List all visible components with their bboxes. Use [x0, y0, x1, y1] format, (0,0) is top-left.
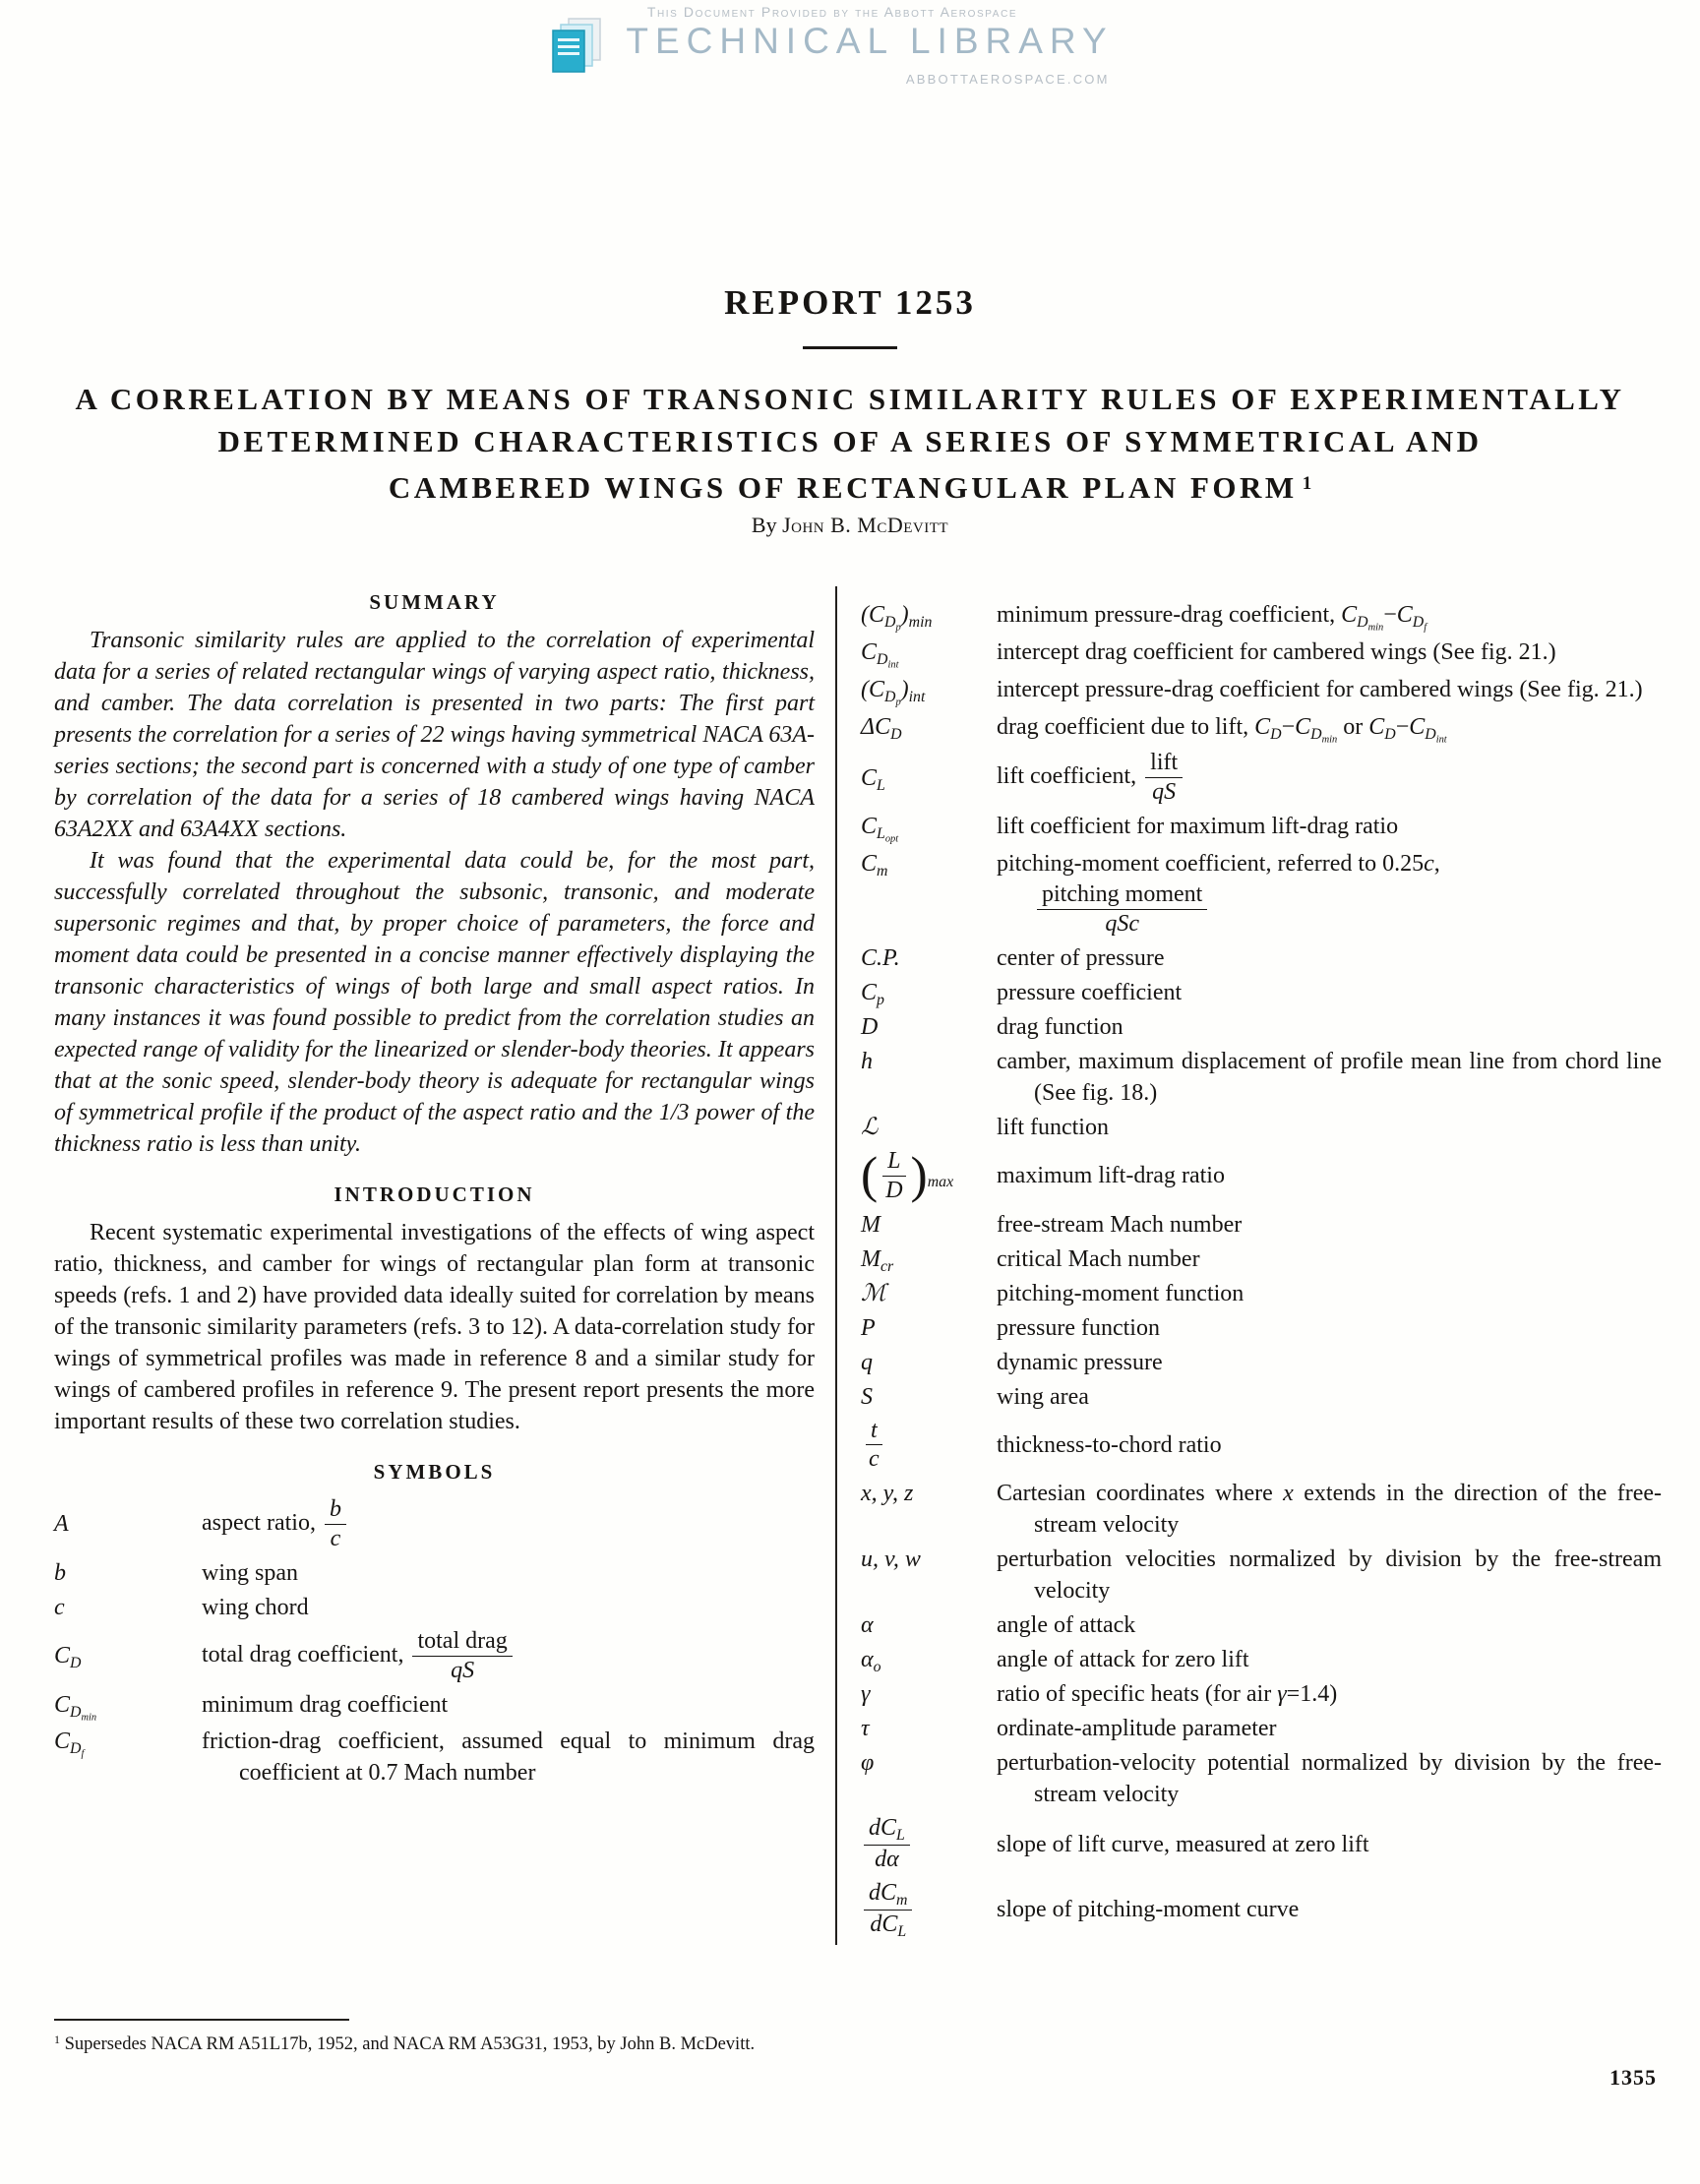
symbol-term: M: [861, 1211, 880, 1238]
symbol-definition-row: [861, 1678, 1662, 1710]
symbol-definition: ratio of specific heats (for air γ=1.4): [997, 1681, 1338, 1708]
footnote: [54, 2019, 979, 2056]
symbol-definition: maximum lift-drag ratio: [997, 1163, 1225, 1189]
author-name: John B. McDevitt: [782, 513, 949, 537]
stacked-documents-icon: [551, 18, 614, 75]
left-column: [54, 586, 815, 1945]
symbol-term: ( $\frac{L}{D}$ )$_{max}$: [861, 1147, 954, 1204]
byline: [0, 513, 1700, 538]
symbol-definition: wing chord: [202, 1594, 309, 1620]
title-footnote-marker: 1: [1302, 473, 1312, 494]
footnote-rule: [54, 2019, 349, 2021]
symbol-definition-row: [54, 1689, 815, 1724]
symbol-definition: thickness-to-chord ratio: [997, 1431, 1222, 1458]
symbol-definition: aspect ratio, $\frac{b}{c}$: [202, 1494, 815, 1554]
summary-heading: SUMMARY: [369, 590, 500, 614]
symbol-definition: perturbation velocities normalized by division by the free-stream velocity: [997, 1547, 1662, 1605]
symbol-definition: Cartesian coordinates where x extends in the direction of the free-stream velocity: [997, 1481, 1662, 1539]
symbol-term: $C_{D_{min}}$: [54, 1691, 97, 1723]
symbol-definition: perturbation-velocity potential normalized by division by the free-stream velocity: [997, 1750, 1662, 1808]
report-number: REPORT 1253: [724, 283, 976, 322]
two-column-body: [54, 586, 1662, 1945]
symbol-term: A: [54, 1511, 69, 1538]
symbol-definition: camber, maximum displacement of profile mean line from chord line (See fig. 18.): [997, 1048, 1662, 1106]
symbol-definition-row: [861, 1381, 1662, 1413]
watermark-site-url: ABBOTTAEROSPACE.COM: [905, 72, 1110, 87]
abbott-aerospace-watermark: [577, 3, 1114, 95]
symbol-term: ℒ: [861, 1114, 879, 1140]
symbol-definition: lift coefficient, $\frac{\text{lift}}{qS}$: [997, 748, 1662, 808]
symbol-definition: total drag coefficient, $\frac{\text{total drag}}{qS}$: [202, 1626, 815, 1686]
title-line-3: CAMBERED WINGS OF RECTANGULAR PLAN FORM: [388, 470, 1298, 505]
symbol-term: $C_{L_{opt}}$: [861, 814, 899, 845]
symbol-term: $C_p$: [861, 979, 884, 1008]
symbol-definition: angle of attack: [997, 1612, 1136, 1639]
symbol-definition: intercept drag coefficient for cambered wings (See fig. 21.): [997, 638, 1556, 665]
symbol-definition-row: [861, 1244, 1662, 1275]
symbol-definition: slope of lift curve, measured at zero lift: [997, 1831, 1369, 1857]
watermark-provided-text: This Document Provided by the Abbott Aerospace: [646, 4, 1018, 20]
symbol-definition: wing area: [997, 1383, 1089, 1410]
symbol-definition-row: [861, 1644, 1662, 1675]
symbol-term: x, y, z: [861, 1481, 914, 1507]
symbol-definition-row: [861, 1544, 1662, 1607]
watermark-text-block: [626, 22, 1113, 95]
symbol-definition-row: [861, 1011, 1662, 1043]
symbol-definition-row: [861, 674, 1662, 708]
title-line-1: A CORRELATION BY MEANS OF TRANSONIC SIMILARITY RULES OF EXPERIMENTALLY: [75, 382, 1625, 416]
symbol-definition-row: [861, 1046, 1662, 1109]
symbol-definition: slope of pitching-moment curve: [997, 1897, 1300, 1923]
symbol-term: ℳ: [861, 1280, 886, 1306]
symbol-definition-row: [861, 1312, 1662, 1344]
introduction-heading: INTRODUCTION: [334, 1183, 535, 1206]
symbol-term: b: [54, 1559, 66, 1586]
symbol-term: $C_L$: [861, 764, 885, 794]
symbol-definition: minimum pressure-drag coefficient, $C_{D_{min}}-C_{D_f}$: [997, 602, 1427, 634]
symbol-term: $\frac{dC_m}{dC_L}$: [861, 1878, 997, 1942]
symbol-term: $C_{D_f}$: [54, 1729, 85, 1760]
symbol-definition-row: [861, 942, 1662, 974]
symbol-term: $C_m$: [861, 851, 888, 880]
symbol-definition-row: [54, 1626, 815, 1686]
symbol-definition-row: [861, 1416, 1662, 1476]
symbol-definition-row: [861, 599, 1662, 634]
symbol-term: α: [861, 1612, 874, 1639]
symbol-definition: lift coefficient for maximum lift-drag ratio: [997, 814, 1399, 840]
symbol-term: D: [861, 1013, 879, 1040]
symbol-definition-row: [861, 1146, 1662, 1206]
footnote-marker: 1: [54, 2032, 60, 2046]
symbol-definition: drag coefficient due to lift, $C_D-C_{D_{min}}$ or $C_D-C_{D_{int}}$: [997, 713, 1447, 745]
symbol-term: $\frac{t}{c}$: [861, 1416, 997, 1476]
symbol-definition-row: [861, 1347, 1662, 1378]
title-line-2: DETERMINED CHARACTERISTICS OF A SERIES OF SYMMETRICAL AND: [217, 424, 1483, 458]
footnote-text: [54, 2028, 979, 2056]
watermark-main-row: [577, 21, 1114, 95]
symbol-term: $\alpha_o$: [861, 1647, 881, 1676]
symbol-definition-row: [861, 848, 1662, 940]
symbol-definition-row: [861, 1878, 1662, 1942]
symbol-term: $(C_{D_p})_{min}$: [861, 602, 933, 634]
symbol-definition: free-stream Mach number: [997, 1211, 1243, 1238]
symbol-definition-row: [54, 1726, 815, 1789]
symbol-definition: pressure coefficient: [997, 979, 1183, 1005]
symbol-definition: ordinate-amplitude parameter: [997, 1716, 1277, 1742]
symbol-definition-row: [861, 811, 1662, 845]
symbol-term: $C_D$: [54, 1643, 82, 1672]
symbol-term: γ: [861, 1681, 871, 1708]
symbol-definition: lift function: [997, 1114, 1109, 1140]
symbol-definition-row: [861, 748, 1662, 808]
symbol-definition: critical Mach number: [997, 1245, 1200, 1272]
symbol-term: S: [861, 1383, 873, 1410]
symbol-definition-row: [861, 1478, 1662, 1541]
symbol-definition: pressure function: [997, 1314, 1160, 1341]
symbol-definition-row: [861, 1713, 1662, 1744]
introduction-paragraph: Recent systematic experimental investigations of the effects of wing aspect ratio, thickness, and camber for wings of rectangular plan form at transonic speeds (refs. 1 and 2) have provided data ideally suited for correlation by means of the transonic similarity parameters (refs. 3 to 12). A data-correlation study for wings of symmetrical profiles was made in reference 8 and a similar study for wings of cambered profiles in reference 9. The present report presents the more important results of these two correlation studies.: [54, 1220, 815, 1434]
symbol-term: τ: [861, 1716, 870, 1742]
symbol-definition-row: [861, 1813, 1662, 1875]
symbol-definition: angle of attack for zero lift: [997, 1647, 1249, 1673]
symbol-term: $M_{cr}$: [861, 1245, 894, 1275]
symbol-term: $\frac{dC_L}{d\alpha}$: [861, 1813, 997, 1875]
symbol-definition-row: [861, 1209, 1662, 1241]
symbol-definition-row: [861, 711, 1662, 746]
symbol-definition: dynamic pressure: [997, 1349, 1163, 1375]
symbol-term: u, v, w: [861, 1547, 921, 1573]
symbol-definition: friction-drag coefficient, assumed equal to minimum drag coefficient at 0.7 Mach number: [202, 1729, 815, 1787]
title-divider-rule: [803, 346, 897, 349]
symbol-term: $(C_{D_p})_{int}$: [861, 676, 926, 708]
symbol-term: $\Delta C_D$: [861, 713, 902, 743]
symbol-definition: drag function: [997, 1013, 1123, 1040]
symbol-term: q: [861, 1349, 873, 1375]
symbol-definition-row: [54, 1592, 815, 1623]
symbol-definition-row: [861, 1112, 1662, 1143]
page-number: 1355: [1609, 2065, 1657, 2090]
symbol-definition-row: [861, 1609, 1662, 1641]
symbols-list-right: [861, 599, 1662, 1942]
symbols-heading: SYMBOLS: [373, 1460, 496, 1484]
symbol-definition-row: [861, 637, 1662, 671]
symbol-definition-row: [54, 1557, 815, 1589]
symbol-term: $C_{D_{int}}$: [861, 638, 899, 671]
footnote-body: Supersedes NACA RM A51L17b, 1952, and NACA RM A53G31, 1953, by John B. McDevitt.: [64, 2034, 756, 2054]
symbol-definition-row: [54, 1494, 815, 1554]
summary-paragraph-1: Transonic similarity rules are applied to the correlation of experimental data for a series of related rectangular wings of varying aspect ratio, thickness, and camber. The data correlation is presented in two parts: The first part presents the correlation for a series of 22 wings having symmetrical NACA 63A-series sections; the second part is concerned with a study of one type of camber by correlation of the data for a series of 18 cambered wings having NACA 63A2XX and 63A4XX sections.: [54, 628, 815, 842]
symbol-definition: pitching-moment function: [997, 1280, 1245, 1306]
symbol-term: P: [861, 1314, 876, 1341]
report-title: [0, 378, 1700, 509]
symbol-definition: minimum drag coefficient: [202, 1691, 449, 1718]
symbol-definition: wing span: [202, 1559, 298, 1586]
symbol-definition: pitching-moment coefficient, referred to 0.25c, $\frac{\text{pitching moment}}{\text{qSc}}$: [997, 851, 1440, 937]
symbol-term: φ: [861, 1750, 875, 1777]
symbol-term: h: [861, 1048, 873, 1074]
symbol-term: c: [54, 1594, 65, 1620]
symbol-definition-row: [861, 1278, 1662, 1309]
symbol-definition: intercept pressure-drag coefficient for cambered wings (See fig. 21.): [997, 676, 1643, 702]
byline-prefix: By: [751, 513, 783, 537]
right-column: [837, 586, 1662, 1945]
summary-paragraph-2: It was found that the experimental data could be, for the most part, successfully correlated throughout the subsonic, transonic, and moderate supersonic regimes and that, by proper choice of parameters, the force and moment data could be presented in a concise manner effectively displaying the transonic characteristics of wings of both large and small aspect ratios. In many instances it was found possible to predict from the correlation studies an expected range of validity for the linearized or slender-body theories. It appears that at the sonic speed, slender-body theory is adequate for rectangular wings of symmetrical profile if the product of the aspect ratio and the 1/3 power of the thickness ratio is less than unity.: [54, 848, 815, 1157]
symbol-definition-row: [861, 977, 1662, 1008]
watermark-library-title: TECHNICAL LIBRARY: [626, 21, 1114, 61]
symbols-list-left: [54, 1494, 815, 1789]
symbol-term: C.P.: [861, 944, 900, 971]
symbol-definition: center of pressure: [997, 944, 1165, 971]
symbol-definition-row: [861, 1747, 1662, 1810]
